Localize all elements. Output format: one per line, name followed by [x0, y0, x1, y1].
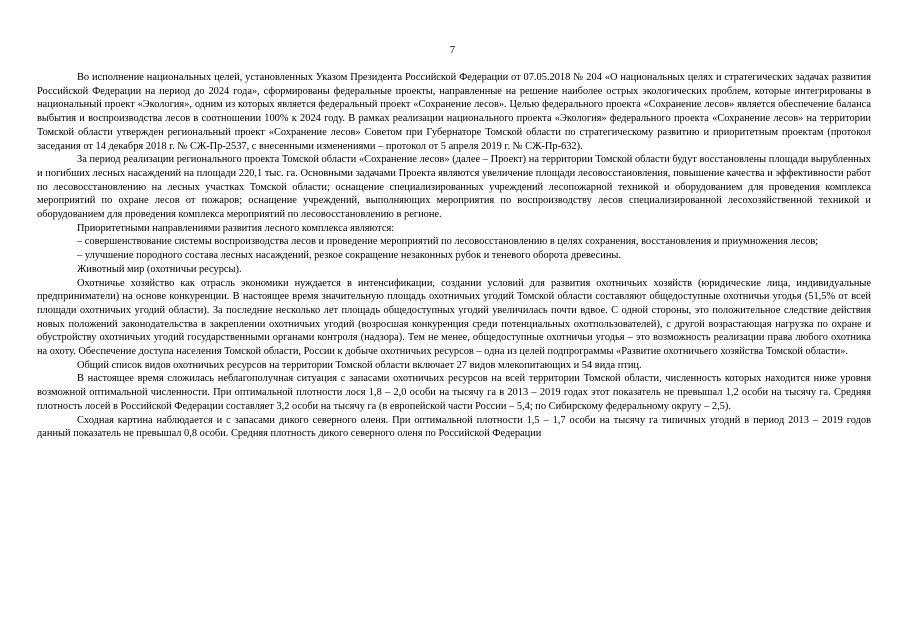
list-item-composition: – улучшение породного состава лесных насаждений, резкое сокращение незаконных рубок и теневого оборота древесины. — [77, 250, 621, 262]
paragraph-hunting-economy: Охотничье хозяйство как отрасль экономики нуждается в интенсификации, создании условий для развития охотничьих хозяйств (юридические лица, индивидуальные предприниматели) на основе конкуренции. В настоящее время значительную площадь охотничьих угодий Томской области составляют общедоступные охотничьи угодья (51,5% от всей площади охотничьих угодий области). За последние несколько лет площадь общедоступных угодий увеличилась почти вдвое. С одной стороны, это положительное следствие действия новых положений законодательства в закреплении охотничьих угодий (возросшая конкуренция среди потенциальных охотпользователей), с другой возрастающая нагрузка по охране и обустройству охотничьих угодий государственными органами контроля (надзора). Тем не менее, общедоступные охотничьи угодья – это возможность реализации права любого охотника на охоту. Обеспечение доступа населения Томской области, России к добыче охотничьих ресурсов – одна из целей подпрограммы «Развитие охотничьего хозяйства Томской области». — [37, 277, 871, 358]
paragraph-priorities-heading: Приоритетными направлениями развития лесного комплекса являются: — [77, 222, 395, 234]
paragraph-species-list: Общий список видов охотничьих ресурсов на территории Томской области включает 27 видов млекопитающих и 54 вида птиц. — [77, 359, 642, 371]
page-number: 7 — [449, 45, 456, 56]
paragraph-national-goals: Во исполнение национальных целей, установленных Указом Президента Российской Федерации от 07.05.2018 № 204 «О национальных целях и стратегических задачах развития Российской Федерации на период до 2024 года», сформированы федеральные проекты, направленные на решение наиболее острых экологических проблем, которые интегрированы в национальный проект «Экология», одним из которых является федеральный проект «Сохранение лесов». Целью федерального проекта «Сохранение лесов» является обеспечение баланса выбытия и воспроизводства лесов в соотношении 100% к 2024 году. В рамках реализации национального проекта «Экология» федерального проекта «Сохранение лесов» на территории Томской области утвержден региональный проект «Сохранение лесов» Советом при Губернаторе Томской области по стратегическому развитию и приоритетным проектам (протокол заседания от 14 декабря 2018 г. № СЖ-Пр-2537, с внесенными изменениями – протокол от 5 апреля 2019 г. № СЖ-Пр-632). — [37, 72, 871, 152]
paragraph-reindeer-density: Сходная картина наблюдается и с запасами дикого северного оленя. При оптимальной плотности 1,5 – 1,7 особи на тысячу га типичных угодий в период 2013 – 2019 годов данный показатель не превышал 0,8 особи. Средняя плотность дикого северного оленя по Российской Федерации — [37, 414, 871, 440]
paragraph-project-period: За период реализации регионального проекта Томской области «Сохранение лесов» (далее – Проект) на территории Томской области будут восстановлены площади вырубленных и погибших лесных насаждений на площади 220,1 тыс. га. Основными задачами Проекта являются увеличение площади лесовосстановления, повышение качества и эффективности работ по лесовосстановлению на лесных участках Томской области; оснащение специализированных учреждений лесопожарной техникой и оборудованием для проведения комплекса мероприятий по охране лесов от пожаров; оснащение учреждений, выполняющих мероприятия по воспроизводству лесов специализированной лесохозяйственной техникой и оборудованием для проведения комплекса мероприятий по лесовосстановлению в регионе. — [37, 154, 871, 221]
section-heading-wildlife: Животный мир (охотничьи ресурсы). — [77, 263, 242, 275]
list-item-reproduction: – совершенствование системы воспроизводства лесов и проведение мероприятий по лесовосстановлению в целях сохранения, восстановления и приумножения лесов; — [77, 236, 819, 248]
paragraph-moose-density: В настоящее время сложилась неблагополучная ситуация с запасами охотничьих ресурсов на всей территории Томской области, численность которых находится ниже уровня возможной оптимальной численности. При оптимальной плотности лося 1,8 – 2,0 особи на тысячу га в 2013 – 2019 годах этот показатель не превышал 1,2 особи на тысячу га. Средняя плотность лосей в Российской Федерации составляет 3,2 особи на тысячу га (в европейской части России – 5,4; по Сибирскому федеральному округу – 2,5). — [37, 373, 871, 412]
document-body — [37, 71, 871, 441]
